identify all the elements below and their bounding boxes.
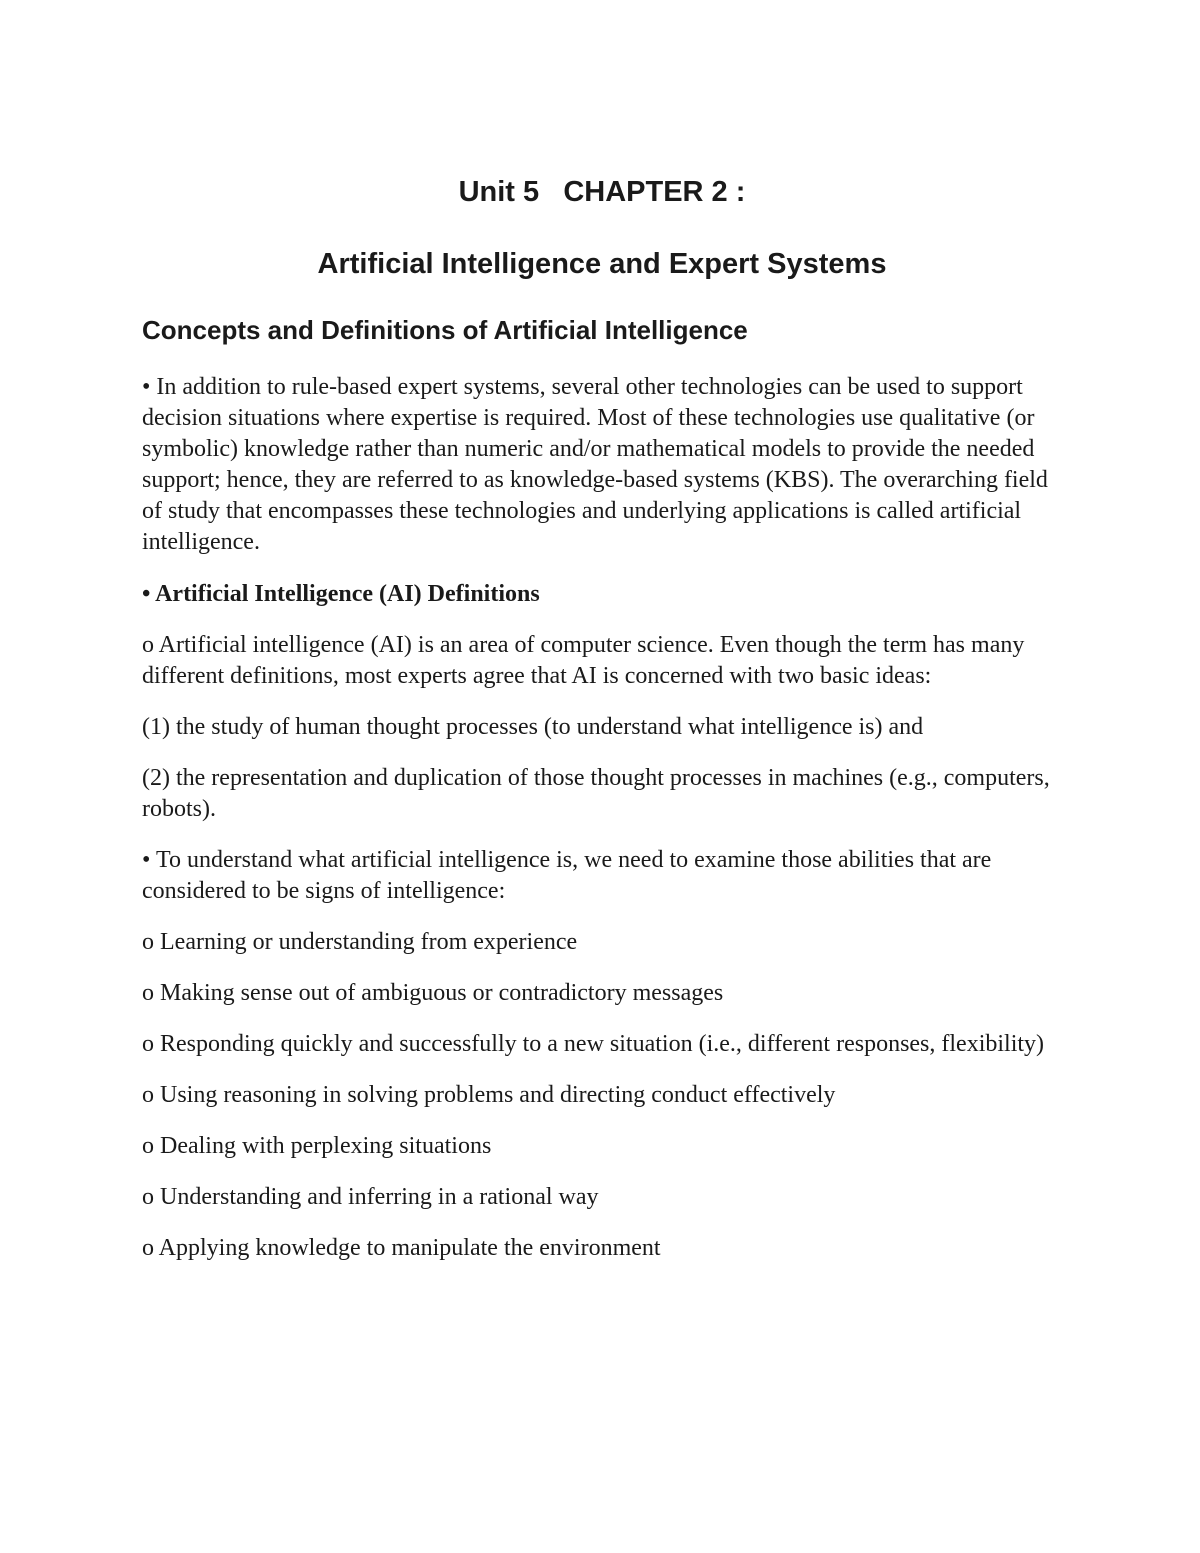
list-item: o Understanding and inferring in a rational way — [142, 1184, 599, 1210]
ai-definition-paragraph: o Artificial intelligence (AI) is an area of computer science. Even though the term has many different definitions, most experts agree that AI is concerned with two basic ideas: — [142, 632, 1025, 689]
idea-2-paragraph: (2) the representation and duplication of those thought processes in machines (e.g., computers, robots). — [142, 765, 1050, 822]
idea-1-paragraph: (1) the study of human thought processes (to understand what intelligence is) and — [142, 714, 924, 740]
section-heading: Concepts and Definitions of Artificial Intelligence — [142, 315, 748, 345]
list-item: o Learning or understanding from experience — [142, 929, 578, 955]
unit-chapter-line: Unit 5 CHAPTER 2 : — [458, 176, 746, 208]
list-item: o Using reasoning in solving problems and directing conduct effectively — [142, 1082, 836, 1108]
document-page — [142, 170, 1062, 1264]
list-item: o Applying knowledge to manipulate the environment — [142, 1235, 661, 1261]
ai-definitions-heading: • Artificial Intelligence (AI) Definitions — [142, 581, 540, 607]
list-item: o Responding quickly and successfully to a new situation (i.e., different responses, flexibility) — [142, 1031, 1045, 1057]
list-item: o Making sense out of ambiguous or contradictory messages — [142, 980, 724, 1006]
intro-paragraph: • In addition to rule-based expert systems, several other technologies can be used to support decision situations where expertise is required. Most of these technologies use qualitative (or symbolic) knowledge rather than numeric and/or mathematical models to provide the needed support; hence, they are referred to as knowledge-based systems (KBS). The overarching field of study that encompasses these technologies and underlying applications is called artificial intelligence. — [142, 374, 1048, 555]
chapter-title: Artificial Intelligence and Expert Systems — [317, 248, 887, 280]
abilities-intro-paragraph: • To understand what artificial intelligence is, we need to examine those abilities that are considered to be signs of intelligence: — [142, 847, 992, 904]
list-item: o Dealing with perplexing situations — [142, 1133, 492, 1159]
